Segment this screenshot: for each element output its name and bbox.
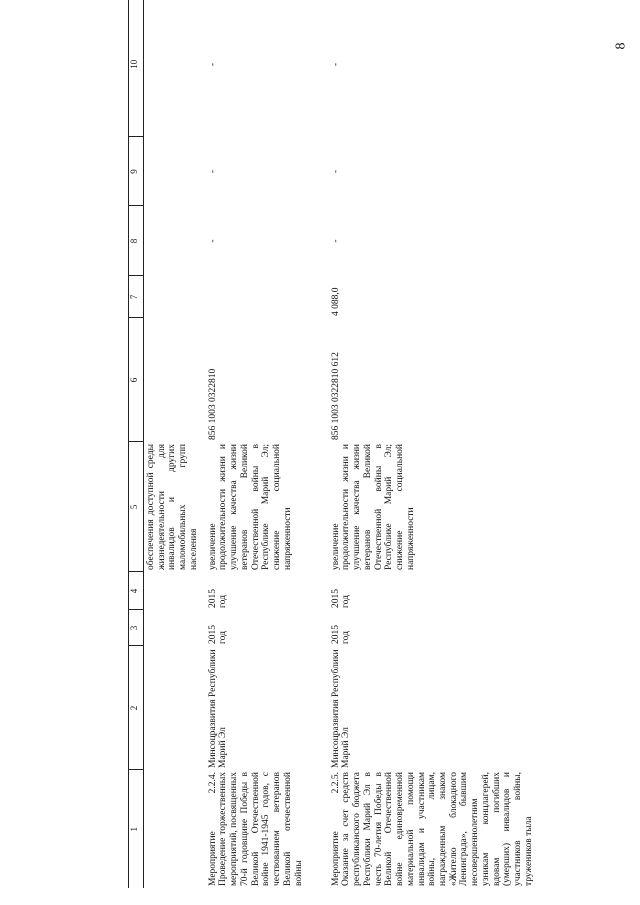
cell-result: увеличение продолжительности жизни и улучшение качества жизни ветеранов Великой Отечественной войны в Республике Марий Эл; снижение социальной напряженности <box>207 444 293 570</box>
column-header: 2 <box>129 646 144 770</box>
cell-budget-code <box>144 318 204 442</box>
cell-start <box>144 610 204 646</box>
cell-executor: Минсоцразвития Республики Марий Эл <box>330 649 352 768</box>
cell-executor: Минсоцразвития Республики Марий Эл <box>207 649 229 768</box>
table-row <box>144 0 204 888</box>
cell-budget-code: 856 1003 0322810 612 <box>330 352 341 440</box>
cell-executor <box>144 646 204 770</box>
cell-col9: - <box>207 169 218 174</box>
cell-amount: 4 088,0 <box>330 287 341 316</box>
cell-start: 2015 год <box>330 625 352 644</box>
cell-activity <box>144 770 204 888</box>
column-header: 4 <box>129 572 144 610</box>
column-header: 3 <box>129 610 144 646</box>
cell-end <box>144 572 204 610</box>
cell-result: обеспечения доступной среды жизнедеятельности для инвалидов и других маломобильных групп населения <box>146 444 199 570</box>
cell-col9: - <box>330 169 341 174</box>
cell-activity: Мероприятие 2.2.5. Оказание за счет средств республиканского бюджета Республики Марий Эл в честь 70-летия Победы в Великой Отечественной войне единовременной материальной помощи инвалидам и участникам войны, лицам, награжденным знаком «Жителю блокадного Ленинграда», бывшим несовершеннолетним узникам концлагерей, вдовам погибших (умерших) инвалидов и участников войны, тружеников тыла <box>330 772 534 886</box>
cell-amount <box>204 276 327 318</box>
cell-result: увеличение продолжительности жизни и улучшение качества жизни ветеранов Великой Отечественной войны в Республике Марий Эл; снижение социальной напряженности <box>330 444 416 570</box>
column-header: 7 <box>129 276 144 318</box>
program-activities-table <box>128 0 536 888</box>
column-header: 9 <box>129 137 144 206</box>
cell-col10: - <box>207 62 218 67</box>
page-number: 8 <box>613 42 629 50</box>
column-header: 10 <box>129 0 144 137</box>
table-row <box>204 0 327 888</box>
column-header: 6 <box>129 318 144 442</box>
column-header: 5 <box>129 442 144 572</box>
cell-end: 2015 год <box>207 589 229 608</box>
column-number-header-row <box>129 0 144 888</box>
cell-end: 2015 год <box>330 589 352 608</box>
cell-col8: - <box>207 239 218 243</box>
column-header: 1 <box>129 770 144 888</box>
cell-col10 <box>144 0 204 137</box>
cell-col10: - <box>330 62 341 67</box>
cell-amount <box>144 276 204 318</box>
column-header: 8 <box>129 206 144 276</box>
table-row <box>327 0 536 888</box>
cell-col8: - <box>330 239 341 243</box>
cell-activity: Мероприятие 2.2.4. Проведение торжественных мероприятий, посвященных 70-й годовщине Победы в Великой Отечественной войне 1941-1945 годов, с чествованием ветеранов Великой отечественной войны <box>207 772 304 886</box>
cell-start: 2015 год <box>207 625 229 644</box>
cell-col9 <box>144 137 204 206</box>
cell-col8 <box>144 206 204 276</box>
cell-budget-code: 856 1003 0322810 <box>207 368 218 440</box>
